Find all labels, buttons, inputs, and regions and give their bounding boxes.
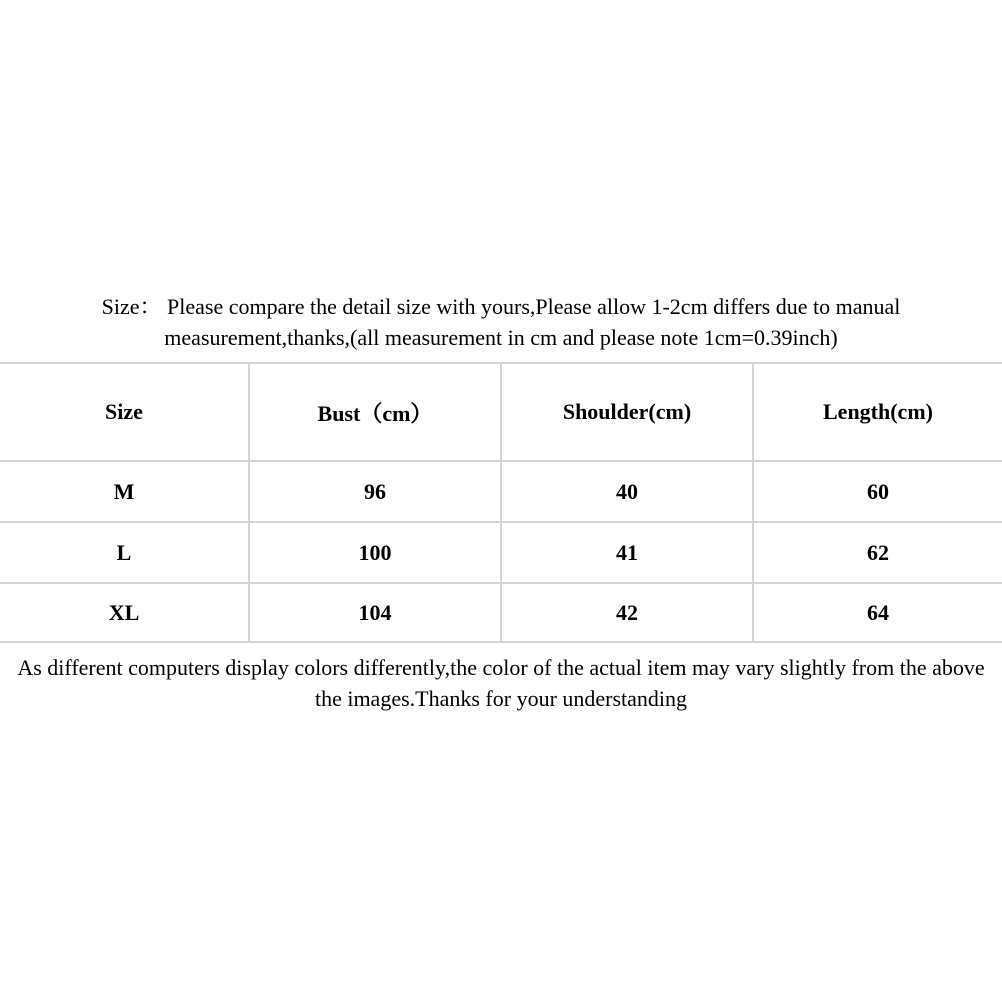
size-m-bust-cell: 96: [248, 460, 500, 521]
size-note-line-2: measurement,thanks,(all measurement in cm and please note 1cm=0.39inch): [164, 325, 838, 350]
size-xl-label-cell: XL: [0, 582, 248, 643]
color-disclaimer-note: [0, 652, 1002, 714]
size-m-length-cell: 60: [752, 460, 1002, 521]
size-m-label-cell: M: [0, 460, 248, 521]
column-header-bust: Bust（cm）: [248, 362, 500, 460]
color-note-line-2: the images.Thanks for your understanding: [314, 686, 688, 711]
size-note: [0, 291, 1002, 353]
size-l-shoulder-cell: 41: [500, 521, 752, 582]
size-xl-bust-cell: 104: [248, 582, 500, 643]
size-l-length-cell: 62: [752, 521, 1002, 582]
size-table: [0, 362, 1002, 643]
size-note-line-1: Size： Please compare the detail size with yours,Please allow 1-2cm differs due to manual: [101, 294, 901, 319]
size-l-label-cell: L: [0, 521, 248, 582]
column-header-length: Length(cm): [752, 362, 1002, 460]
size-l-bust-cell: 100: [248, 521, 500, 582]
size-xl-shoulder-cell: 42: [500, 582, 752, 643]
column-header-size: Size: [0, 362, 248, 460]
size-m-shoulder-cell: 40: [500, 460, 752, 521]
column-header-shoulder: Shoulder(cm): [500, 362, 752, 460]
size-xl-length-cell: 64: [752, 582, 1002, 643]
color-note-line-1: As different computers display colors differently,the color of the actual item may vary slightly from the above: [17, 655, 985, 680]
